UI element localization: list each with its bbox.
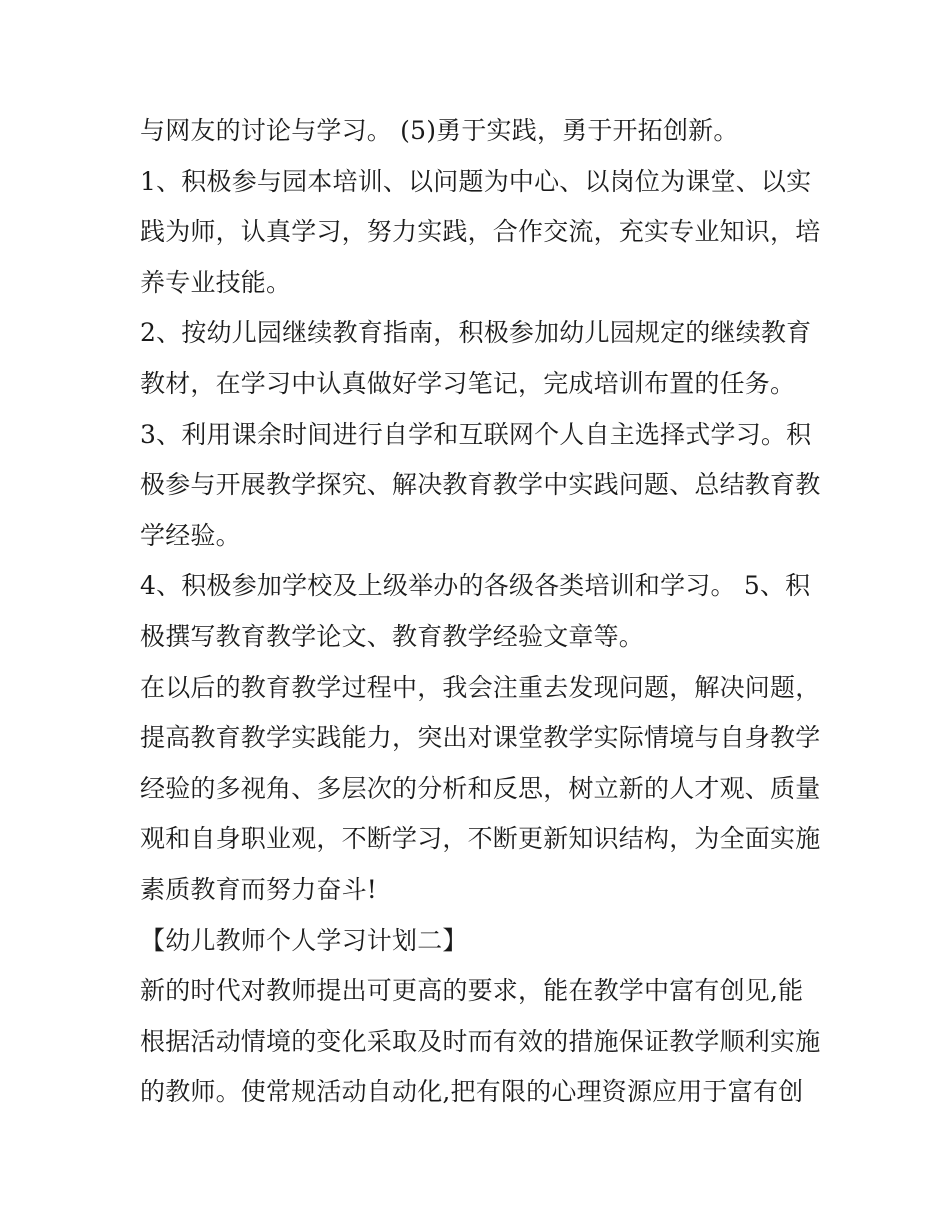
text-line: 极撰写教育教学论文、教育教学经验文章等。: [140, 621, 645, 651]
text-line: 极参与开展教学探究、解决教育教学中实践问题、总结教育教: [140, 470, 821, 500]
text-line: 新的时代对教师提出可更高的要求，能在教学中富有创见,能: [140, 976, 804, 1006]
text-line: 2、按幼儿园继续教育指南，积极参加幼儿园规定的继续教育: [140, 318, 812, 348]
text-line: 3、利用课余时间进行自学和互联网个人自主选择式学习。积: [140, 419, 812, 449]
text-line: 学经验。: [140, 520, 241, 550]
text-line: 经验的多视角、多层次的分析和反思，树立新的人才观、质量: [140, 773, 821, 803]
text-line: 观和自身职业观，不断学习，不断更新知识结构，为全面实施: [140, 824, 821, 854]
text-line: 提高教育教学实践能力，突出对课堂教学实际情境与自身教学: [140, 723, 821, 753]
document-body: [140, 106, 820, 1118]
text-line: 在以后的教育教学过程中，我会注重去发现问题，解决问题，: [140, 672, 821, 702]
text-line: 根据活动情境的变化采取及时而有效的措施保证教学顺利实施: [140, 1026, 821, 1056]
text-line: 与网友的讨论与学习。 (5)勇于实践，勇于开拓创新。: [140, 116, 739, 145]
text-line: 素质教育而努力奋斗!: [140, 874, 378, 904]
text-line: 4、积极参加学校及上级举办的各级各类培训和学习。 5、积: [140, 571, 811, 601]
text-line: 1、积极参与园本培训、以问题为中心、以岗位为课堂、以实: [140, 166, 812, 196]
section-heading: 【幼儿教师个人学习计划二】: [140, 925, 468, 955]
text-line: 养专业技能。: [140, 267, 292, 297]
text-line: 的教师。使常规活动自动化,把有限的心理资源应用于富有创: [140, 1077, 804, 1107]
text-line: 践为师，认真学习，努力实践，合作交流，充实专业知识，培: [140, 217, 821, 247]
text-line: 教材，在学习中认真做好学习笔记，完成培训布置的任务。: [140, 368, 796, 398]
